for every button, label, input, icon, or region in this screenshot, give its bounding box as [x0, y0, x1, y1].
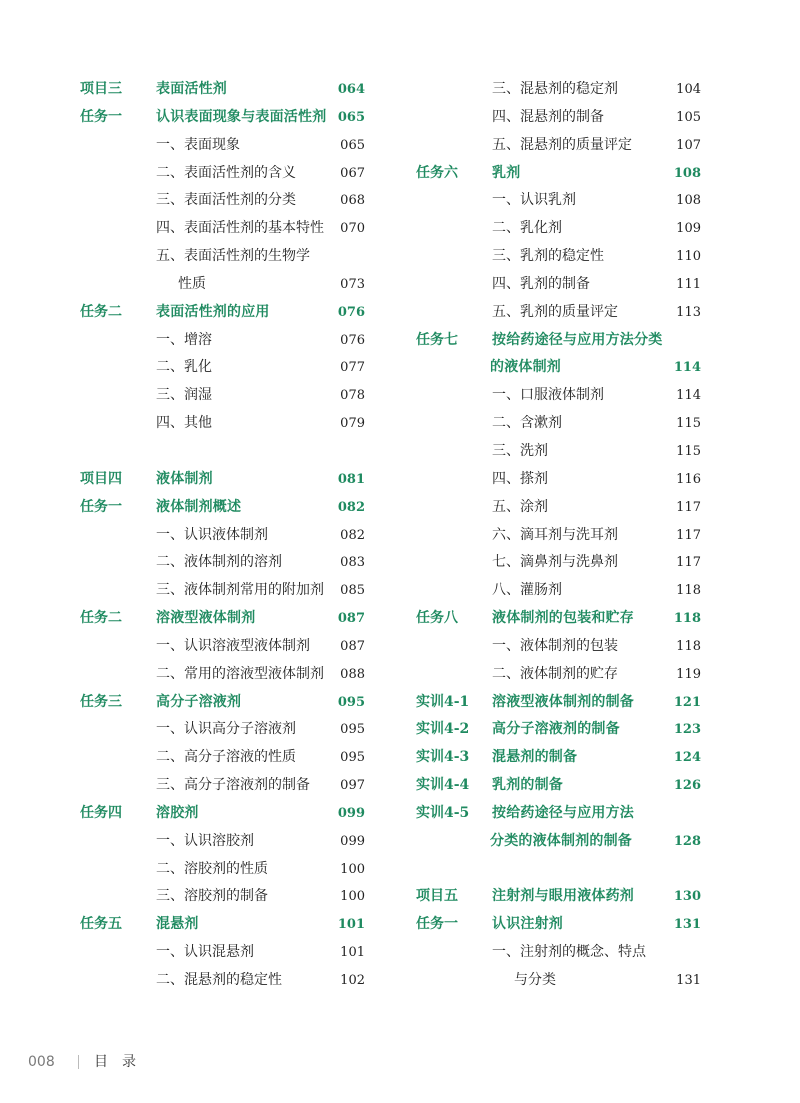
toc-entry — [80, 856, 370, 884]
toc-title: 七、滴鼻剂与洗鼻剂 — [492, 554, 618, 571]
toc-spacer — [416, 856, 706, 884]
toc-title: 八、灌肠剂 — [492, 582, 562, 599]
toc-section-heading — [80, 800, 370, 828]
toc-page-number: 104 — [676, 82, 701, 97]
toc-title: 四、搽剂 — [492, 470, 548, 487]
toc-page-number: 067 — [340, 165, 365, 181]
toc-page-number: 097 — [340, 778, 365, 794]
toc-page-number: 070 — [340, 221, 365, 237]
toc-entry — [416, 522, 706, 550]
toc-page-number: 115 — [676, 443, 701, 459]
toc-title: 一、注射剂的概念、特点 — [492, 944, 646, 961]
toc-page-number: 118 — [673, 611, 701, 627]
toc-label: 项目三 — [80, 81, 122, 97]
toc-page-number: 099 — [340, 833, 365, 849]
toc-entry — [80, 828, 370, 856]
toc-title: 混悬剂的制备 — [492, 749, 578, 766]
toc-page-number: 095 — [340, 722, 365, 738]
toc-entry — [416, 271, 706, 299]
toc-label: 实训4-5 — [416, 804, 470, 821]
toc-entry — [80, 160, 370, 188]
toc-title: 三、液体制剂常用的附加剂 — [156, 582, 324, 599]
toc-label: 任务一 — [80, 498, 122, 515]
toc-spacer — [80, 438, 370, 466]
toc-entry — [416, 633, 706, 661]
toc-title: 高分子溶液剂的制备 — [492, 721, 620, 738]
toc-label: 任务八 — [416, 610, 458, 627]
toc-title: 溶胶剂 — [156, 804, 199, 821]
toc-title: 乳剂的制备 — [492, 777, 563, 794]
toc-title: 二、高分子溶液的性质 — [156, 749, 296, 766]
toc-title: 五、涂剂 — [492, 498, 548, 515]
toc-page-number: 131 — [673, 917, 701, 933]
toc-page-number: 078 — [340, 388, 365, 404]
toc-page-number: 107 — [676, 137, 701, 153]
toc-page-number: 118 — [676, 638, 701, 654]
toc-page-number: 130 — [673, 889, 701, 905]
footer-section-title: 目录 — [94, 1054, 150, 1070]
toc-title: 一、认识溶胶剂 — [156, 832, 254, 849]
toc-section-heading — [80, 76, 370, 104]
toc-entry — [80, 354, 370, 382]
toc-entry — [80, 549, 370, 577]
toc-title: 按给药途径与应用方法 — [492, 804, 634, 821]
toc-page-number: 114 — [673, 360, 701, 376]
toc-section-heading — [416, 772, 706, 800]
toc-page-number: 101 — [340, 945, 365, 961]
toc-entry — [80, 967, 370, 995]
toc-title: 二、表面活性剂的含义 — [156, 164, 296, 181]
toc-title: 四、混悬剂的制备 — [492, 108, 604, 125]
toc-title: 四、乳剂的制备 — [492, 275, 590, 292]
toc-page-number: 117 — [676, 527, 701, 543]
toc-title: 一、认识高分子溶液剂 — [156, 721, 296, 738]
toc-page-number: 082 — [337, 499, 365, 515]
toc-page-number: 100 — [340, 889, 365, 905]
toc-section-heading — [80, 494, 370, 522]
toc-section-heading — [416, 744, 706, 772]
toc-page-number: 095 — [340, 750, 365, 766]
toc-entry — [80, 271, 370, 299]
toc-entry — [80, 522, 370, 550]
toc-page-number: 117 — [676, 555, 701, 571]
toc-section-heading — [80, 911, 370, 939]
toc-page-number: 101 — [337, 917, 365, 933]
toc-page-number: 131 — [676, 973, 701, 988]
toc-page-number: 064 — [337, 82, 365, 97]
toc-entry — [416, 104, 706, 132]
toc-title: 二、含漱剂 — [492, 415, 562, 432]
toc-title: 表面活性剂的应用 — [156, 303, 270, 320]
toc-title: 二、溶胶剂的性质 — [156, 860, 268, 877]
toc-label: 任务七 — [416, 331, 458, 348]
toc-page-number: 073 — [340, 276, 365, 292]
toc-title: 认识注射剂 — [492, 916, 563, 933]
toc-page-number: 111 — [676, 276, 701, 292]
toc-title: 二、乳化剂 — [492, 220, 562, 237]
toc-entry — [80, 744, 370, 772]
footer-divider — [78, 1055, 79, 1069]
toc-page-number: 118 — [676, 583, 701, 599]
toc-entry — [416, 438, 706, 466]
toc-title: 一、表面现象 — [156, 136, 240, 153]
page-number: 008 — [28, 1054, 55, 1070]
toc-page-number: 085 — [340, 583, 365, 599]
toc-section-heading — [416, 800, 706, 828]
toc-entry — [80, 132, 370, 160]
toc-page-number: 116 — [676, 471, 701, 487]
toc-title: 三、乳剂的稳定性 — [492, 248, 604, 265]
toc-label: 项目五 — [416, 888, 458, 905]
toc-page-number: 114 — [676, 388, 701, 404]
toc-title: 三、洗剂 — [492, 442, 548, 459]
toc-section-heading — [416, 828, 706, 856]
toc-label: 任务二 — [80, 610, 122, 627]
toc-section-heading — [80, 299, 370, 327]
toc-title: 一、液体制剂的包装 — [492, 637, 618, 654]
toc-title: 液体制剂的包装和贮存 — [492, 610, 634, 627]
toc-page-number: 083 — [340, 555, 365, 571]
toc-entry — [416, 215, 706, 243]
toc-page-number: 082 — [340, 527, 365, 543]
toc-section-heading — [80, 605, 370, 633]
toc-title: 混悬剂 — [156, 916, 199, 933]
toc-page-number: 115 — [676, 416, 701, 432]
toc-title: 液体制剂概述 — [156, 498, 242, 515]
toc-right-column — [416, 76, 706, 995]
toc-entry — [416, 661, 706, 689]
toc-entry — [80, 410, 370, 438]
toc-entry — [80, 772, 370, 800]
toc-entry — [80, 215, 370, 243]
toc-title: 分类的液体制剂的制备 — [490, 832, 632, 849]
toc-page-number: 095 — [337, 694, 365, 710]
toc-section-heading — [416, 883, 706, 911]
toc-title: 五、混悬剂的质量评定 — [492, 136, 632, 153]
toc-section-heading — [80, 689, 370, 717]
toc-page-number: 087 — [337, 611, 365, 627]
toc-title: 三、润湿 — [156, 387, 212, 404]
toc-title: 一、增溶 — [156, 331, 212, 348]
toc-page-number: 076 — [340, 332, 365, 348]
toc-entry — [80, 883, 370, 911]
toc-page-number: 081 — [337, 471, 365, 487]
toc-title: 二、液体制剂的贮存 — [492, 665, 618, 682]
toc-label: 实训4-1 — [416, 693, 470, 710]
toc-page-number: 087 — [340, 638, 365, 654]
toc-entry — [416, 243, 706, 271]
toc-page-number: 128 — [673, 833, 701, 849]
toc-label: 实训4-3 — [416, 749, 470, 766]
toc-label: 实训4-2 — [416, 721, 470, 738]
toc-page-number: 099 — [337, 805, 365, 821]
toc-label: 任务五 — [80, 916, 122, 933]
toc-title: 按给药途径与应用方法分类 — [492, 331, 663, 348]
toc-entry — [416, 967, 706, 995]
toc-title: 二、混悬剂的稳定性 — [156, 972, 282, 988]
toc-page-number: 119 — [676, 666, 701, 682]
toc-title: 认识表面现象与表面活性剂 — [156, 108, 327, 125]
toc-entry — [416, 410, 706, 438]
toc-title: 四、其他 — [156, 415, 212, 432]
toc-title: 一、认识乳剂 — [492, 192, 576, 209]
toc-title: 溶液型液体制剂的制备 — [492, 693, 634, 710]
toc-title: 三、溶胶剂的制备 — [156, 888, 268, 905]
toc-page-number: 123 — [673, 722, 701, 738]
toc-label: 任务二 — [80, 303, 122, 320]
toc-page-number: 108 — [673, 165, 701, 181]
toc-entry — [416, 939, 706, 967]
toc-title: 五、表面活性剂的生物学 — [156, 248, 310, 265]
toc-title: 表面活性剂 — [156, 81, 227, 97]
toc-entry — [80, 243, 370, 271]
toc-entry — [80, 187, 370, 215]
toc-entry — [416, 466, 706, 494]
toc-title: 高分子溶液剂 — [156, 693, 242, 710]
toc-label: 任务一 — [80, 108, 122, 125]
toc-page-number: 121 — [673, 694, 701, 710]
toc-page-number: 105 — [676, 109, 701, 125]
toc-title: 一、口服液体制剂 — [492, 387, 604, 404]
toc-title: 四、表面活性剂的基本特性 — [156, 220, 324, 237]
toc-page-number: 065 — [337, 109, 365, 125]
toc-section-heading — [416, 605, 706, 633]
toc-section-heading — [416, 160, 706, 188]
toc-title: 三、混悬剂的稳定剂 — [492, 81, 618, 97]
toc-section-heading — [416, 716, 706, 744]
toc-section-heading — [80, 466, 370, 494]
toc-title: 溶液型液体制剂 — [156, 610, 256, 627]
toc-entry — [80, 939, 370, 967]
toc-title: 一、认识液体制剂 — [156, 526, 268, 543]
toc-label: 任务六 — [416, 164, 458, 181]
toc-entry — [416, 577, 706, 605]
toc-page-number: 076 — [337, 304, 365, 320]
toc-section-heading — [416, 689, 706, 717]
toc-page-number: 088 — [340, 666, 365, 682]
toc-entry — [416, 382, 706, 410]
toc-page-number: 110 — [676, 249, 701, 265]
toc-label: 任务四 — [80, 804, 122, 821]
toc-label: 任务三 — [80, 693, 122, 710]
toc-title: 二、乳化 — [156, 359, 212, 376]
toc-page-number: 100 — [340, 861, 365, 877]
toc-page-number: 126 — [673, 778, 701, 794]
toc-entry — [80, 633, 370, 661]
toc-left-column — [80, 76, 370, 995]
toc-title: 与分类 — [514, 972, 556, 988]
toc-page-number: 113 — [676, 304, 701, 320]
toc-title: 注射剂与眼用液体药剂 — [492, 888, 634, 905]
toc-page-number: 065 — [340, 137, 365, 153]
toc-page-number: 124 — [673, 750, 701, 766]
toc-page-number: 108 — [676, 193, 701, 209]
toc-entry — [416, 549, 706, 577]
toc-page-number: 117 — [676, 499, 701, 515]
toc-entry — [416, 187, 706, 215]
toc-label: 任务一 — [416, 916, 458, 933]
toc-page-number: 102 — [340, 973, 365, 988]
toc-entry — [416, 76, 706, 104]
toc-title: 三、表面活性剂的分类 — [156, 192, 296, 209]
toc-entry — [80, 382, 370, 410]
toc-entry — [80, 661, 370, 689]
toc-section-heading — [416, 354, 706, 382]
toc-title: 的液体制剂 — [490, 359, 561, 376]
toc-title: 性质 — [178, 275, 206, 292]
toc-entry — [416, 132, 706, 160]
toc-title: 六、滴耳剂与洗耳剂 — [492, 526, 618, 543]
toc-label: 实训4-4 — [416, 777, 470, 794]
toc-label: 项目四 — [80, 470, 122, 487]
toc-section-heading — [416, 327, 706, 355]
toc-title: 一、认识混悬剂 — [156, 944, 254, 961]
toc-title: 三、高分子溶液剂的制备 — [156, 777, 310, 794]
toc-page-number: 068 — [340, 193, 365, 209]
toc-title: 乳剂 — [492, 164, 521, 181]
toc-entry — [80, 716, 370, 744]
toc-title: 二、液体制剂的溶剂 — [156, 554, 282, 571]
toc-title: 二、常用的溶液型液体制剂 — [156, 665, 324, 682]
toc-entry — [80, 327, 370, 355]
toc-entry — [80, 577, 370, 605]
toc-section-heading — [416, 911, 706, 939]
toc-title: 五、乳剂的质量评定 — [492, 303, 618, 320]
toc-page-number: 109 — [676, 221, 701, 237]
toc-title: 一、认识溶液型液体制剂 — [156, 637, 310, 654]
toc-section-heading — [80, 104, 370, 132]
toc-page-number: 077 — [340, 360, 365, 376]
toc-entry — [416, 299, 706, 327]
toc-page-number: 079 — [340, 416, 365, 432]
toc-title: 液体制剂 — [156, 470, 213, 487]
toc-entry — [416, 494, 706, 522]
